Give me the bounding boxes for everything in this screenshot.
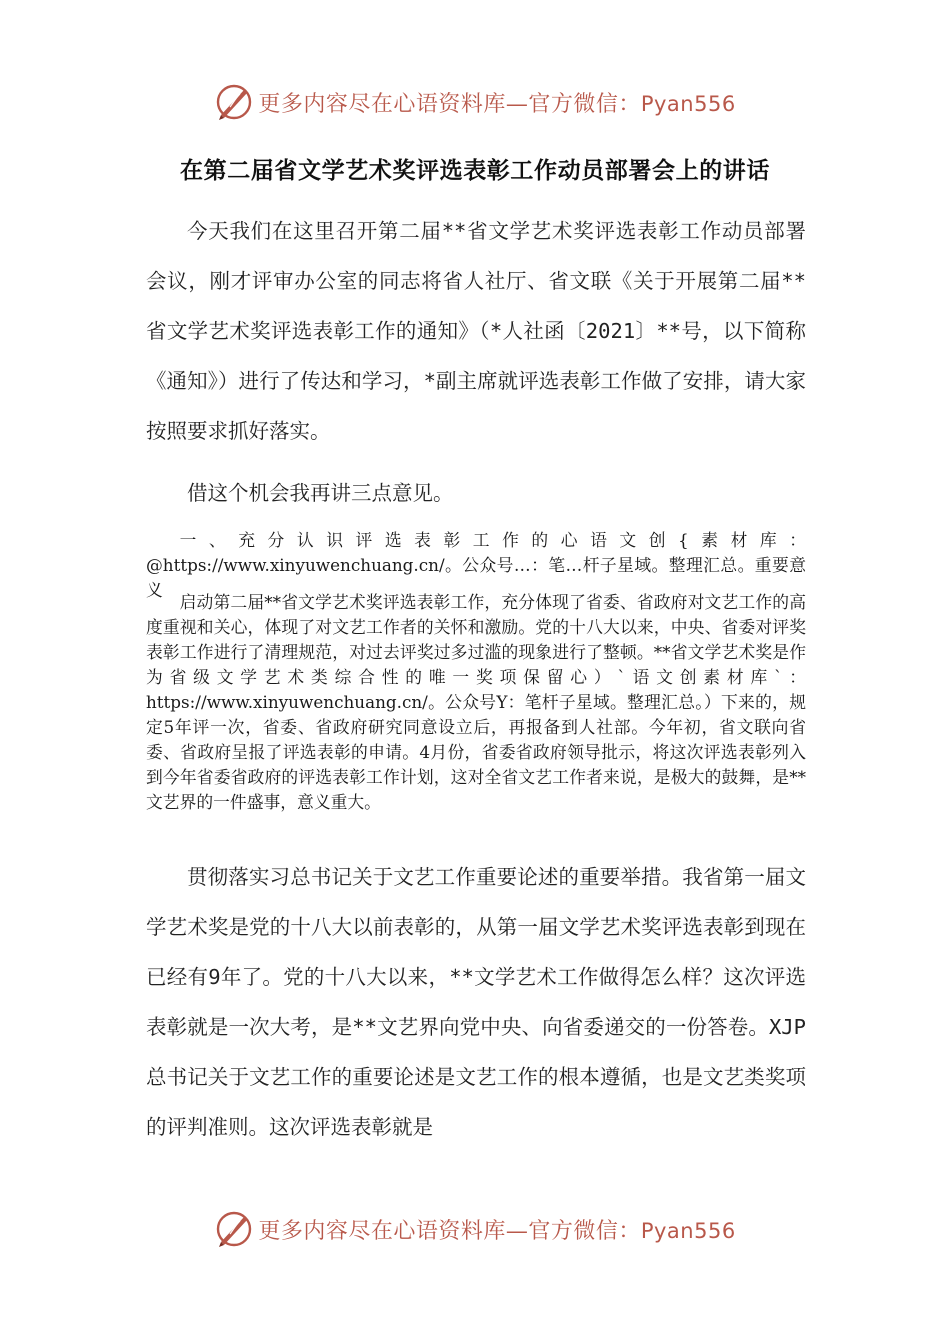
watermark-handle: Pyan556	[640, 1218, 736, 1243]
watermark-text: 更多内容尽在心语资料库—官方微信：	[258, 1218, 641, 1244]
section-heading-one: 一、充分认识评选表彰工作的心语文创{素材库：@https://www.xinyuwenchuang.cn/。公众号…：笔…杆子星域。整理汇总。重要意义	[146, 530, 806, 600]
pen-logo-icon	[214, 82, 254, 122]
paragraph-opening: 今天我们在这里召开第二届**省文学艺术奖评选表彰工作动员部署会议，刚才评审办公室的同志将省人社厅、省文联《关于开展第二届**省文学艺术奖评选表彰工作的通知》（*人社函〔2021〕**号，以下简称《通知》）进行了传达和学习，*副主席就评选表彰工作做了安排，请大家按照要求抓好落实。	[146, 219, 806, 443]
paragraph-three-points: 借这个机会我再讲三点意见。	[187, 481, 454, 505]
pen-logo-icon	[214, 1209, 254, 1249]
paragraph-significance: 启动第二届**省文学艺术奖评选表彰工作，充分体现了省委、省政府对文艺工作的高度重视和关心，体现了对文艺工作者的关怀和激励。党的十八大以来，中央、省委对评奖表彰工作进行了清理规范，对过去评奖过多过滥的现象进行了整顿。**省文学艺术奖是作为省级文学艺术类综合性的唯一奖项保留心）`语文创素材库`：https://www.xinyuwenchuang.cn/。公众号Y：笔杆子星域。整理汇总。）下来的，规定5年评一次，省委、省政府研究同意设立后，再报备到人社部。今年初，省文联向省委、省政府呈报了评选表彰的申请。4月份，省委省政府领导批示，将这次评选表彰列入到今年省委省政府的评选表彰工作计划，这对全省文艺工作者来说，是极大的鼓舞，是**文艺界的一件盛事，意义重大。	[146, 592, 806, 812]
watermark-handle: Pyan556	[640, 91, 736, 116]
footer-watermark	[0, 1207, 950, 1251]
document-title: 在第二届省文学艺术奖评选表彰工作动员部署会上的讲话	[180, 158, 770, 184]
header-watermark	[0, 80, 950, 124]
watermark-text: 更多内容尽在心语资料库—官方微信：	[258, 91, 641, 117]
paragraph-implementation: 贯彻落实习总书记关于文艺工作重要论述的重要举措。我省第一届文学艺术奖是党的十八大以前表彰的，从第一届文学艺术奖评选表彰到现在已经有9年了。党的十八大以来，**文学艺术工作做得怎么样？这次评选表彰就是一次大考，是**文艺界向党中央、向省委递交的一份答卷。XJP总书记关于文艺工作的重要论述是文艺工作的根本遵循，也是文艺类奖项的评判准则。这次评选表彰就是	[146, 865, 806, 1139]
